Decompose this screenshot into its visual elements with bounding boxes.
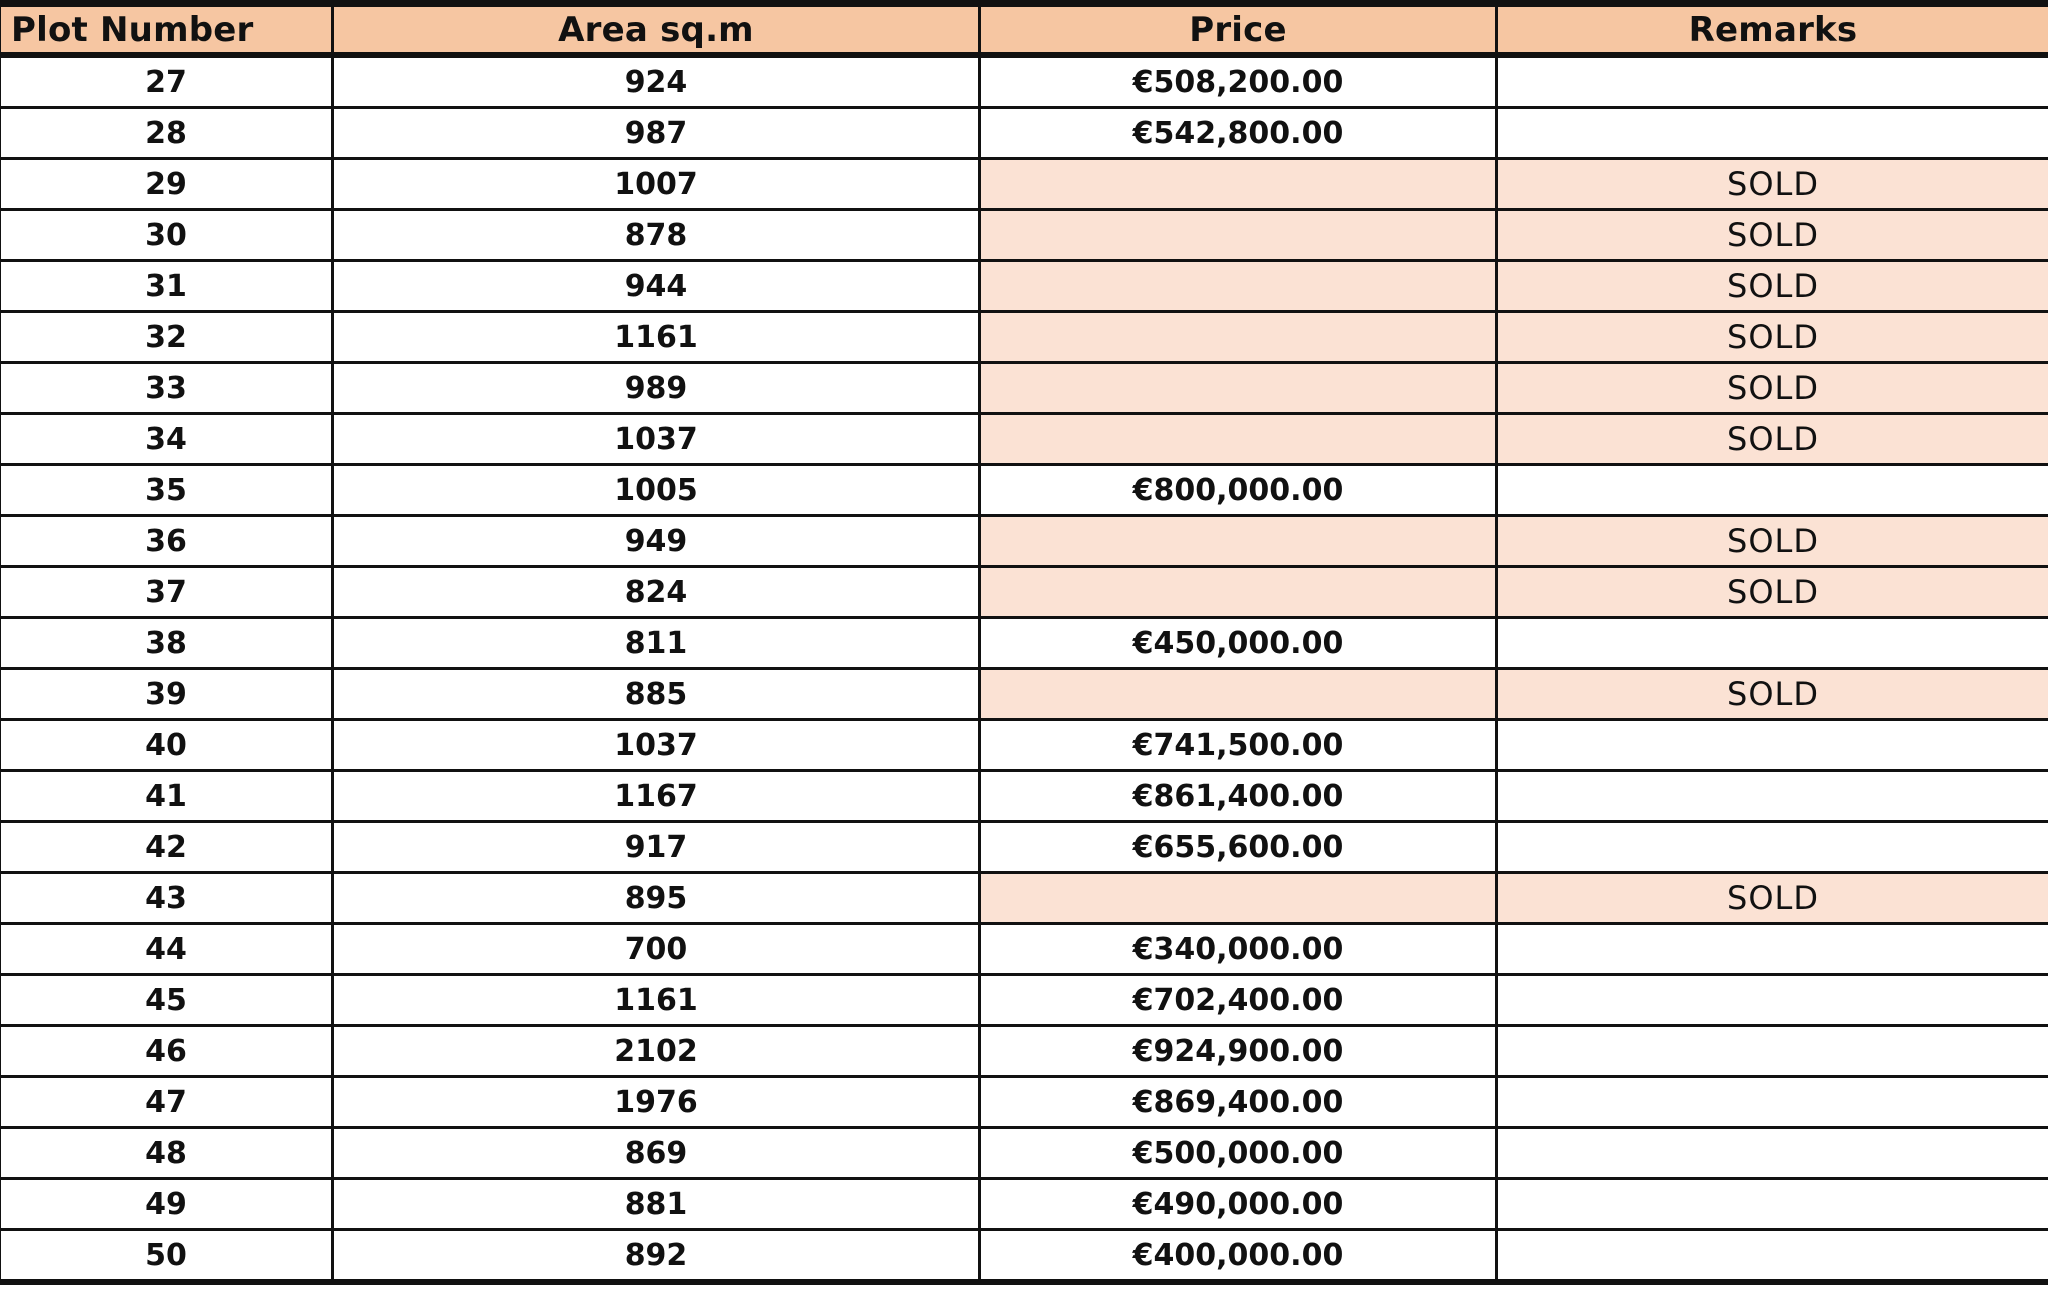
area-cell: 1161 xyxy=(333,312,980,363)
price-cell: €542,800.00 xyxy=(980,108,1497,159)
area-cell: 885 xyxy=(333,669,980,720)
price-cell: €800,000.00 xyxy=(980,465,1497,516)
price-cell: €861,400.00 xyxy=(980,771,1497,822)
table-row xyxy=(0,822,2048,873)
price-cell xyxy=(980,363,1497,414)
remarks-cell: SOLD xyxy=(1497,873,2048,924)
area-cell: 987 xyxy=(333,108,980,159)
area-cell: 917 xyxy=(333,822,980,873)
table-row xyxy=(0,108,2048,159)
area-cell: 869 xyxy=(333,1128,980,1179)
plot-number-cell: 31 xyxy=(0,261,333,312)
remarks-cell xyxy=(1497,108,2048,159)
area-cell: 824 xyxy=(333,567,980,618)
table-row xyxy=(0,516,2048,567)
area-cell: 892 xyxy=(333,1230,980,1283)
plot-number-cell: 46 xyxy=(0,1026,333,1077)
plot-number-cell: 50 xyxy=(0,1230,333,1283)
remarks-cell xyxy=(1497,975,2048,1026)
price-cell xyxy=(980,159,1497,210)
table-row xyxy=(0,873,2048,924)
remarks-cell xyxy=(1497,822,2048,873)
table-body xyxy=(0,55,2048,1282)
plot-number-cell: 29 xyxy=(0,159,333,210)
table-row xyxy=(0,414,2048,465)
price-cell xyxy=(980,261,1497,312)
remarks-cell: SOLD xyxy=(1497,363,2048,414)
price-cell: €702,400.00 xyxy=(980,975,1497,1026)
table-row xyxy=(0,669,2048,720)
table-row xyxy=(0,567,2048,618)
table-row xyxy=(0,159,2048,210)
plot-number-cell: 36 xyxy=(0,516,333,567)
price-cell: €400,000.00 xyxy=(980,1230,1497,1283)
plot-number-cell: 44 xyxy=(0,924,333,975)
plot-number-cell: 40 xyxy=(0,720,333,771)
header-remarks: Remarks xyxy=(1497,4,2048,56)
header-row xyxy=(0,4,2048,56)
remarks-cell: SOLD xyxy=(1497,414,2048,465)
area-cell: 949 xyxy=(333,516,980,567)
area-cell: 1167 xyxy=(333,771,980,822)
remarks-cell xyxy=(1497,924,2048,975)
plot-number-cell: 45 xyxy=(0,975,333,1026)
area-cell: 944 xyxy=(333,261,980,312)
remarks-cell xyxy=(1497,1077,2048,1128)
price-cell: €450,000.00 xyxy=(980,618,1497,669)
area-cell: 2102 xyxy=(333,1026,980,1077)
plot-number-cell: 27 xyxy=(0,55,333,108)
plot-number-cell: 49 xyxy=(0,1179,333,1230)
plot-number-cell: 41 xyxy=(0,771,333,822)
plot-number-cell: 39 xyxy=(0,669,333,720)
remarks-cell xyxy=(1497,1026,2048,1077)
price-cell: €500,000.00 xyxy=(980,1128,1497,1179)
remarks-cell xyxy=(1497,771,2048,822)
plot-number-cell: 43 xyxy=(0,873,333,924)
plot-number-cell: 30 xyxy=(0,210,333,261)
price-cell xyxy=(980,414,1497,465)
price-cell: €490,000.00 xyxy=(980,1179,1497,1230)
table-row xyxy=(0,975,2048,1026)
table-row xyxy=(0,312,2048,363)
table-row xyxy=(0,1026,2048,1077)
remarks-cell xyxy=(1497,618,2048,669)
plot-number-cell: 28 xyxy=(0,108,333,159)
remarks-cell: SOLD xyxy=(1497,312,2048,363)
area-cell: 1037 xyxy=(333,414,980,465)
remarks-cell xyxy=(1497,1230,2048,1283)
plot-number-cell: 37 xyxy=(0,567,333,618)
table-row xyxy=(0,465,2048,516)
price-cell xyxy=(980,567,1497,618)
remarks-cell: SOLD xyxy=(1497,261,2048,312)
price-cell: €924,900.00 xyxy=(980,1026,1497,1077)
remarks-cell xyxy=(1497,1128,2048,1179)
area-cell: 700 xyxy=(333,924,980,975)
area-cell: 881 xyxy=(333,1179,980,1230)
table-row xyxy=(0,1128,2048,1179)
area-cell: 1161 xyxy=(333,975,980,1026)
table-row xyxy=(0,261,2048,312)
area-cell: 1976 xyxy=(333,1077,980,1128)
remarks-cell: SOLD xyxy=(1497,516,2048,567)
table-row xyxy=(0,1077,2048,1128)
area-cell: 878 xyxy=(333,210,980,261)
price-cell xyxy=(980,669,1497,720)
area-cell: 895 xyxy=(333,873,980,924)
price-cell: €655,600.00 xyxy=(980,822,1497,873)
plot-number-cell: 38 xyxy=(0,618,333,669)
header-area: Area sq.m xyxy=(333,4,980,56)
table-row xyxy=(0,618,2048,669)
area-cell: 1037 xyxy=(333,720,980,771)
plot-number-cell: 32 xyxy=(0,312,333,363)
remarks-cell: SOLD xyxy=(1497,669,2048,720)
table-row xyxy=(0,720,2048,771)
remarks-cell: SOLD xyxy=(1497,210,2048,261)
price-cell xyxy=(980,873,1497,924)
plot-number-cell: 33 xyxy=(0,363,333,414)
remarks-cell xyxy=(1497,55,2048,108)
price-cell xyxy=(980,210,1497,261)
plot-number-cell: 34 xyxy=(0,414,333,465)
table-row xyxy=(0,924,2048,975)
plot-number-cell: 35 xyxy=(0,465,333,516)
table-row xyxy=(0,1230,2048,1283)
remarks-cell xyxy=(1497,1179,2048,1230)
price-cell: €508,200.00 xyxy=(980,55,1497,108)
header-price: Price xyxy=(980,4,1497,56)
price-cell xyxy=(980,312,1497,363)
area-cell: 811 xyxy=(333,618,980,669)
plot-number-cell: 42 xyxy=(0,822,333,873)
area-cell: 1005 xyxy=(333,465,980,516)
table-row xyxy=(0,210,2048,261)
remarks-cell: SOLD xyxy=(1497,159,2048,210)
table-row xyxy=(0,1179,2048,1230)
area-cell: 989 xyxy=(333,363,980,414)
remarks-cell: SOLD xyxy=(1497,567,2048,618)
remarks-cell xyxy=(1497,465,2048,516)
area-cell: 1007 xyxy=(333,159,980,210)
price-cell xyxy=(980,516,1497,567)
price-cell: €340,000.00 xyxy=(980,924,1497,975)
table-row xyxy=(0,363,2048,414)
area-cell: 924 xyxy=(333,55,980,108)
price-cell: €869,400.00 xyxy=(980,1077,1497,1128)
table-row xyxy=(0,771,2048,822)
remarks-cell xyxy=(1497,720,2048,771)
plot-number-cell: 48 xyxy=(0,1128,333,1179)
table-row xyxy=(0,55,2048,108)
header-plot-number: Plot Number xyxy=(0,4,333,56)
price-cell: €741,500.00 xyxy=(980,720,1497,771)
plot-number-cell: 47 xyxy=(0,1077,333,1128)
